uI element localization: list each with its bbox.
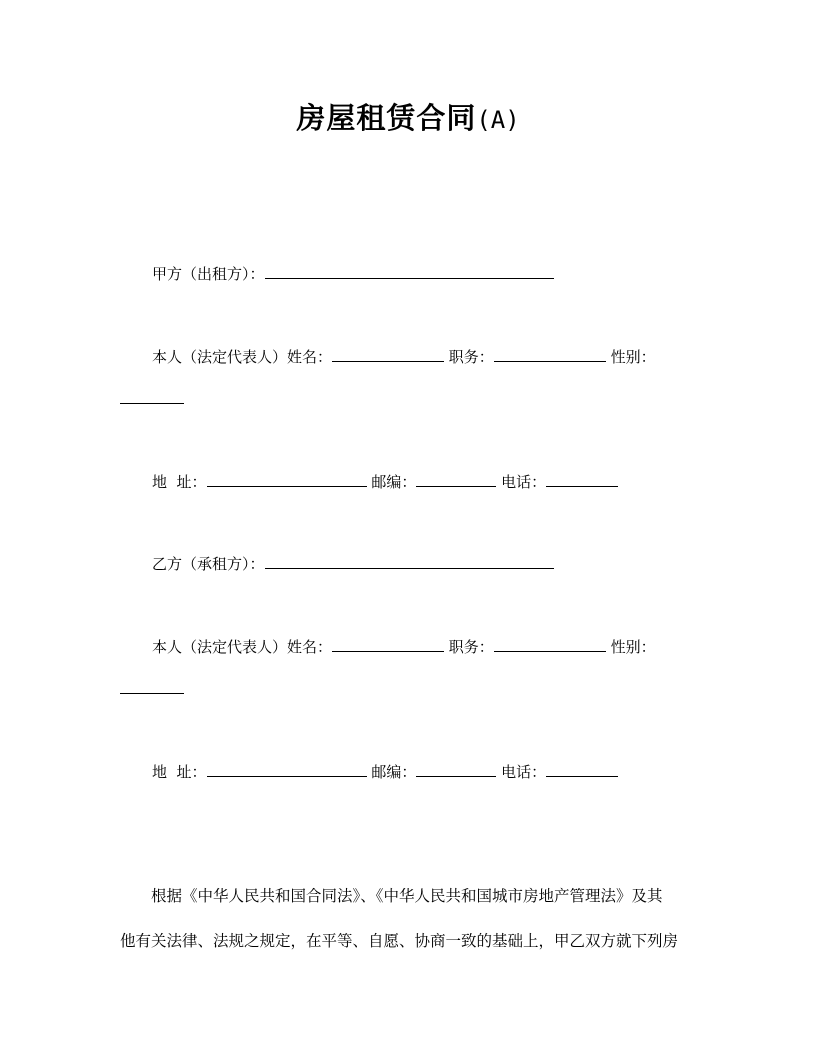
party-a-gender-blank[interactable] [120, 388, 184, 404]
preamble-line-1: 根据《中华人民共和国合同法》、《中华人民共和国城市房地产管理法》及其 [151, 887, 663, 905]
party-a-address-line [152, 471, 618, 492]
party-b-rep-name-blank[interactable] [332, 636, 444, 652]
party-a-postcode-label: 邮编： [371, 473, 417, 491]
party-b-position-label: 职务： [448, 638, 494, 656]
party-b-name-blank[interactable] [265, 553, 554, 569]
party-b-label: 乙方（承租方）： [152, 555, 265, 573]
party-b-gender-label: 性别： [610, 638, 656, 656]
party-b-rep-name-label: 本人（法定代表人）姓名： [152, 638, 333, 656]
party-b-address-blank[interactable] [207, 761, 367, 777]
party-b-postcode-label: 邮编： [371, 763, 417, 781]
party-a-position-label: 职务： [448, 348, 494, 366]
party-a-rep-name-blank[interactable] [332, 346, 444, 362]
party-a-name-blank[interactable] [265, 263, 554, 279]
party-b-line [152, 553, 554, 574]
party-a-phone-blank[interactable] [546, 471, 618, 487]
party-a-line [152, 263, 554, 284]
party-a-rep-name-label: 本人（法定代表人）姓名： [152, 348, 333, 366]
party-a-gender-label: 性别： [610, 348, 656, 366]
party-b-rep-line [152, 636, 656, 657]
party-a-address-label: 地 址： [152, 473, 207, 491]
party-a-label: 甲方（出租方）： [152, 265, 265, 283]
title-text: 房屋租赁合同 [296, 101, 477, 135]
party-b-gender-line [120, 678, 184, 699]
document-title [0, 96, 816, 137]
party-a-rep-line [152, 346, 656, 367]
party-a-phone-label: 电话： [501, 473, 547, 491]
party-a-postcode-blank[interactable] [416, 471, 496, 487]
party-a-position-blank[interactable] [494, 346, 606, 362]
title-suffix: (A) [476, 106, 520, 134]
party-b-address-label: 地 址： [152, 763, 207, 781]
party-b-address-line [152, 761, 618, 782]
party-b-phone-blank[interactable] [546, 761, 618, 777]
party-b-postcode-blank[interactable] [416, 761, 496, 777]
party-b-phone-label: 电话： [501, 763, 547, 781]
party-b-position-blank[interactable] [494, 636, 606, 652]
party-b-gender-blank[interactable] [120, 678, 184, 694]
party-a-address-blank[interactable] [207, 471, 367, 487]
party-a-gender-line [120, 388, 184, 409]
preamble-line-2: 他有关法律、法规之规定，在平等、自愿、协商一致的基础上，甲乙双方就下列房 [120, 932, 679, 950]
